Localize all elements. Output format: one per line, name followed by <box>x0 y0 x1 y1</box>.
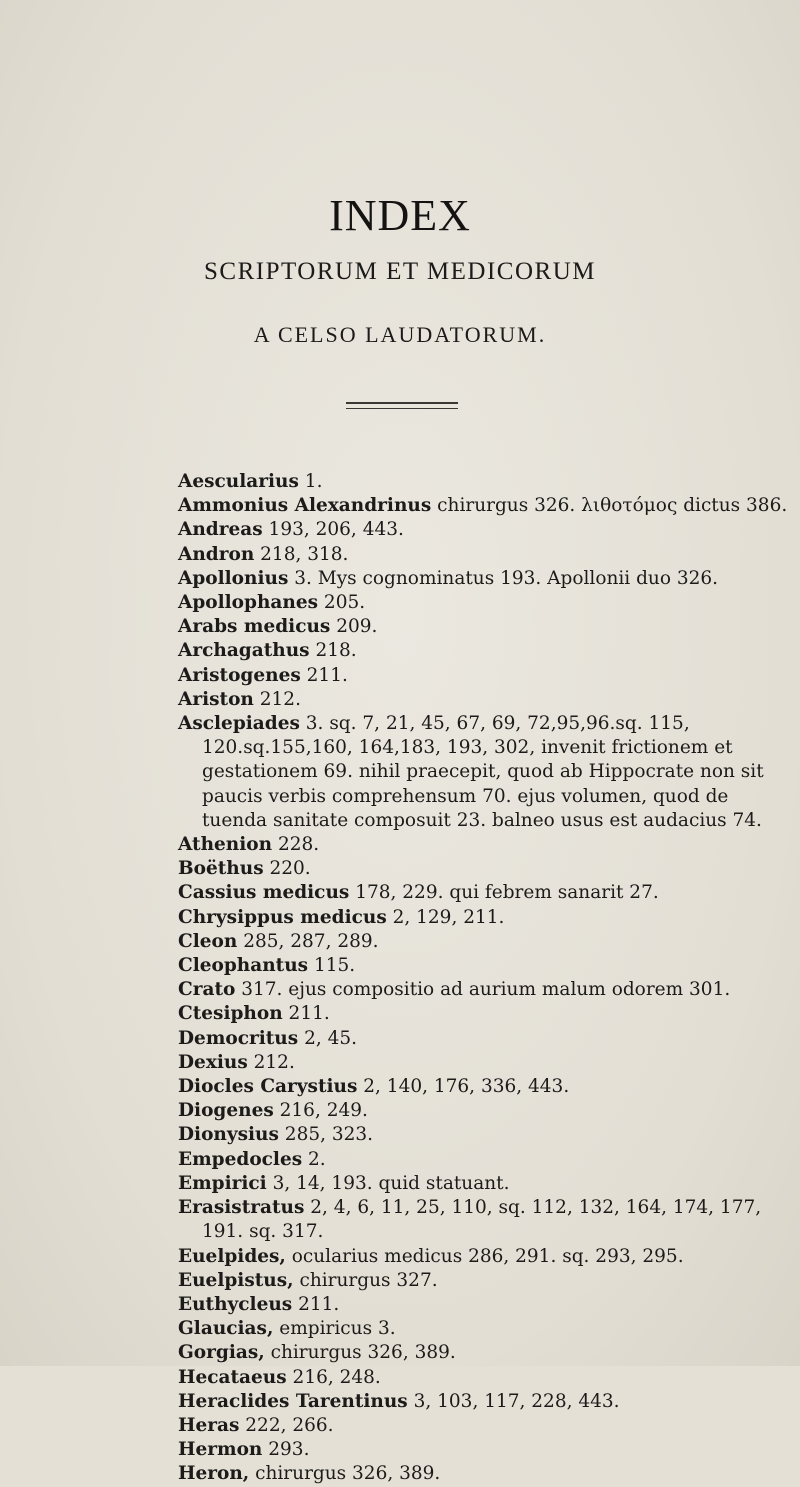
index-entry: Heras 222, 266. <box>178 1414 334 1436</box>
index-entry: Euthycleus 211. <box>178 1293 340 1315</box>
index-entry: Boëthus 220. <box>178 858 311 880</box>
index-entry: Euelpistus, chirurgus 327. <box>178 1269 438 1291</box>
index-entry: Crato 317. ejus compositio ad aurium malum odorem 301. <box>178 979 731 1001</box>
index-entry: Dexius 212. <box>178 1051 295 1073</box>
index-entry: Euelpides, ocularius medicus 286, 291. sq. 293, 295. <box>178 1245 684 1267</box>
index-entry: Aristogenes 211. <box>178 664 348 686</box>
index-entry: Apollonius 3. Mys cognominatus 193. Apollonii duo 326. <box>178 567 719 589</box>
index-entry: Cleon 285, 287, 289. <box>178 930 379 952</box>
index-entry: Ctesiphon 211. <box>178 1003 330 1025</box>
index-entry: Ariston 212. <box>178 688 301 710</box>
decorative-rule <box>346 402 458 409</box>
index-entry: Heraclides Tarentinus 3, 103, 117, 228, 443. <box>178 1390 620 1412</box>
subtitle-line-1: SCRIPTORUM ET MEDICORUM <box>204 258 596 285</box>
index-entry: Diocles Carystius 2, 140, 176, 336, 443. <box>178 1076 570 1098</box>
index-entry: Athenion 228. <box>178 834 320 856</box>
index-entry: Apollophanes 205. <box>178 592 366 614</box>
index-entry: Cleophantus 115. <box>178 955 356 977</box>
index-entry: Empirici 3, 14, 193. quid statuant. <box>178 1172 510 1194</box>
index-entry: Democritus 2, 45. <box>178 1027 358 1049</box>
index-entry: Hermon 293. <box>178 1439 310 1461</box>
index-entry: Aescularius 1. <box>178 471 323 492</box>
index-entry: Chrysippus medicus 2, 129, 211. <box>178 906 505 928</box>
index-entry: Arabs medicus 209. <box>178 616 378 638</box>
index-entry: Asclepiades 3. sq. 7, 21, 45, 67, 69, 72,95,96.sq. 115, 120.sq.155,160, 164,183, 193, 302, invenit frictionem et gestationem 69. nihil praecepit, quod ab Hippocrate non sit paucis verbis comprehensum 70. ejus volumen, quod de tuenda sanitate composuit 23. balneo usus est audacius 74. <box>178 713 764 831</box>
index-entry: Cassius medicus 178, 229. qui febrem sanarit 27. <box>178 882 659 904</box>
index-entry: Gorgias, chirurgus 326, 389. <box>178 1342 456 1364</box>
subtitle-line-2: A CELSO LAUDATORUM. <box>253 322 547 347</box>
index-entry: Heron, chirurgus 326, 389. <box>178 1463 441 1485</box>
index-entry: Archagathus 218. <box>178 640 357 662</box>
page-title: INDEX <box>329 191 471 240</box>
index-entry: Glaucias, empiricus 3. <box>178 1318 396 1340</box>
index-entry: Empedocles 2. <box>178 1148 326 1170</box>
index-entries <box>178 470 790 1487</box>
index-entry: Andreas 193, 206, 443. <box>178 519 404 541</box>
index-entry: Andron 218, 318. <box>178 543 349 565</box>
index-entry: Ammonius Alexandrinus chirurgus 326. λιθοτόμος dictus 386. <box>178 495 788 517</box>
index-entry: Erasistratus 2, 4, 6, 11, 25, 110, sq. 112, 132, 164, 174, 177, 191. sq. 317. <box>178 1197 762 1243</box>
index-entry: Hecataeus 216, 248. <box>178 1366 381 1388</box>
index-entry: Dionysius 285, 323. <box>178 1124 374 1146</box>
index-entry: Diogenes 216, 249. <box>178 1100 368 1122</box>
